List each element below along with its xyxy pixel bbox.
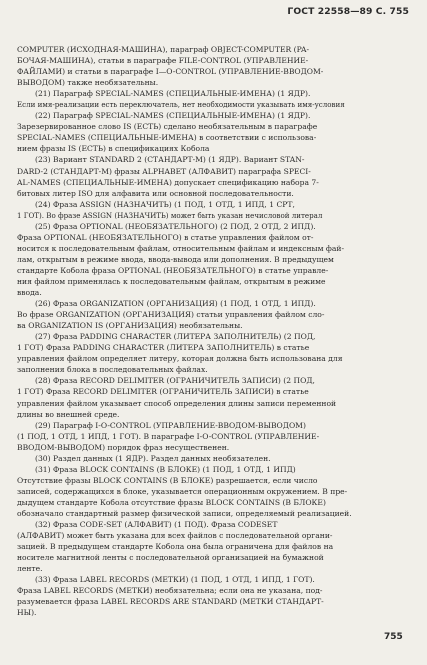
text-line: Зарезервированное слово IS (ЕСТЬ) сделано необязательным в параграфе [17, 122, 318, 132]
text-line: лам, открытым в режиме ввода, ввода-вывода или дополнения. В предыдущем [17, 254, 334, 264]
page-number: 755 [384, 632, 403, 642]
text-line: длины во внешней среде. [17, 409, 120, 419]
clause-heading: (27) Фраза PADDING CHARACTER (ЛИТЕРА ЗАПОЛНИТЕЛЬ) (2 ПОД, [35, 332, 316, 342]
text-line: разумевается фраза LABEL RECORDS ARE STANDARD (МЕТКИ СТАНДАРТ- [17, 597, 324, 607]
text-line: ленте. [17, 564, 43, 574]
clause-heading: (23) Вариант STANDARD 2 (СТАНДАРТ-М) (1 ЯДР). Вариант STAN- [35, 155, 305, 165]
page-header: ГОСТ 22558—89 С. 755 [287, 6, 409, 17]
text-line: ва ORGANIZATION IS (ОРГАНИЗАЦИЯ) необязательны. [17, 321, 243, 331]
text-line: DARD-2 (СТАНДАРТ-М) фразы ALPHABET (АЛФАВИТ) параграфа SPECI- [17, 166, 311, 176]
clause-heading: (24) Фраза ASSIGN (НАЗНАЧИТЬ) (1 ПОД, 1 ОТД, 1 ИПД, 1 СРТ, [35, 199, 295, 209]
text-line: Если имя-реализации есть переключатель, нет необходимости указывать имя-условия [17, 100, 345, 110]
text-line: стандарте Кобола фраза OPTIONAL (НЕОБЯЗАТЕЛЬНОГО) в статье управле- [17, 265, 329, 275]
text-line: обозначало стандартный размер физической записи, определяемый реализацией. [17, 508, 352, 518]
text-line: нием фразы IS (ЕСТЬ) в спецификациях Кобола [17, 144, 210, 154]
text-line: (АЛФАВИТ) может быть указана для всех файлов с последовательной органи- [17, 531, 333, 541]
text-line: ФАЙЛАМИ) и статьи в параграфе I—O-CONTROL (УПРАВЛЕНИЕ-ВВОДОМ- [17, 67, 324, 77]
text-line: носится к последовательным файлам, относительным файлам и индексным фай- [17, 243, 345, 253]
text-line: управления файлом определяет литеру, которая должна быть использована для [17, 354, 343, 364]
text-line: битовых литер ISO для алфавита или основной последовательности. [17, 188, 294, 198]
clause-heading: (26) Фраза ORGANIZATION (ОРГАНИЗАЦИЯ) (1 ПОД, 1 ОТД, 1 ИПД). [35, 299, 316, 309]
text-line: (1 ПОД, 1 ОТД, 1 ИПД, 1 ГОТ). В параграфе I-O-CONTROL (УПРАВЛЕНИЕ- [17, 431, 320, 441]
clause-heading: (33) Фраза LABEL RECORDS (МЕТКИ) (1 ПОД, 1 ОТД, 1 ИПД, 1 ГОТ). [35, 575, 315, 585]
text-line: управления файлом указывает способ определения длины записи переменной [17, 398, 337, 408]
text-line: носителе магнитной ленты с последовательной организацией на бумажной [17, 553, 324, 563]
text-line: Фраза LABEL RECORDS (МЕТКИ) необязательна; если она не указана, под- [17, 586, 323, 596]
text-line: COMPUTER (ИСХОДНАЯ-МАШИНА), параграф OBJECT-COMPUTER (PA- [17, 45, 310, 54]
text-line: Фраза OPTIONAL (НЕОБЯЗАТЕЛЬНОГО) в статье управления файлом от- [17, 232, 314, 242]
clause-heading: (28) Фраза RECORD DELIMITER (ОГРАНИЧИТЕЛЬ ЗАПИСИ) (2 ПОД, [35, 376, 315, 386]
text-line: записей, содержащихся в блоке, указывается операционным окружением. В пре- [17, 486, 348, 496]
text-line: ния файлом применялась к последовательным файлам, открытым в режиме [17, 276, 326, 286]
text-line: ввода. [17, 288, 42, 298]
text-line: 1 ГОТ). Во фразе ASSIGN (НАЗНАЧИТЬ) может быть указан нечисловой литерал [17, 210, 323, 220]
text-line: Во фразе ORGANIZATION (ОРГАНИЗАЦИЯ) статьи управления файлом сло- [17, 310, 325, 320]
clause-heading: (25) Фраза OPTIONAL (НЕОБЯЗАТЕЛЬНОГО) (2 ПОД, 2 ОТД, 2 ИПД). [35, 221, 316, 231]
clause-heading: (32) Фраза CODE-SET (АЛФАВИТ) (1 ПОД). Фраза CODESET [35, 520, 278, 530]
clause-heading: (21) Параграф SPECIAL-NAMES (СПЕЦИАЛЬНЫЕ-ИМЕНА) (1 ЯДР). [35, 89, 311, 99]
text-line: БОЧАЯ-МАШИНА), статьи в параграфе FILE-CONTROL (УПРАВЛЕНИЕ- [17, 56, 309, 66]
text-line: 1 ГОТ) Фраза PADDING CHARACTER (ЛИТЕРА ЗАПОЛНИТЕЛЬ) в статье [17, 343, 310, 353]
clause-heading: (22) Параграф SPECIAL-NAMES (СПЕЦИАЛЬНЫЕ-ИМЕНА) (1 ЯДР). [35, 111, 311, 121]
text-line: Отсутствие фразы BLOCK CONTAINS (В БЛОКЕ) разрешается, если число [17, 475, 318, 485]
text-line: заполнения блока в последовательных файлах. [17, 365, 208, 375]
text-line: SPECIAL-NAMES (СПЕЦИАЛЬНЫЕ-ИМЕНА) в соответствии с использова- [17, 133, 317, 143]
clause-heading: (31) Фраза BLOCK CONTAINS (В БЛОКЕ) (1 ПОД, 1 ОТД, 1 ИПД) [35, 464, 296, 474]
text-line: ВЫВОДОМ) также необязательны. [17, 78, 159, 88]
text-line: зацией. В предыдущем стандарте Кобола она была ограничена для файлов на [17, 542, 334, 552]
document-body [17, 44, 410, 618]
text-line: 1 ГОТ) Фраза RECORD DELIMITER (ОГРАНИЧИТЕЛЬ ЗАПИСИ) в статье [17, 387, 309, 397]
text-line: дыдущем стандарте Кобола отсутствие фразы BLOCK CONTAINS (В БЛОКЕ) [17, 497, 326, 507]
text-line: AL-NAMES (СПЕЦИАЛЬНЫЕ-ИМЕНА) допускает спецификацию набора 7- [17, 177, 319, 187]
text-line: ВВОДОМ-ВЫВОДОМ) порядок фраз несущественен. [17, 442, 230, 452]
text-line: НЫ). [17, 608, 37, 618]
clause-heading: (29) Параграф I-O-CONTROL (УПРАВЛЕНИЕ-ВВОДОМ-ВЫВОДОМ) [35, 420, 306, 430]
clause-heading: (30) Раздел данных (1 ЯДР). Раздел данных необязателен. [35, 453, 271, 463]
